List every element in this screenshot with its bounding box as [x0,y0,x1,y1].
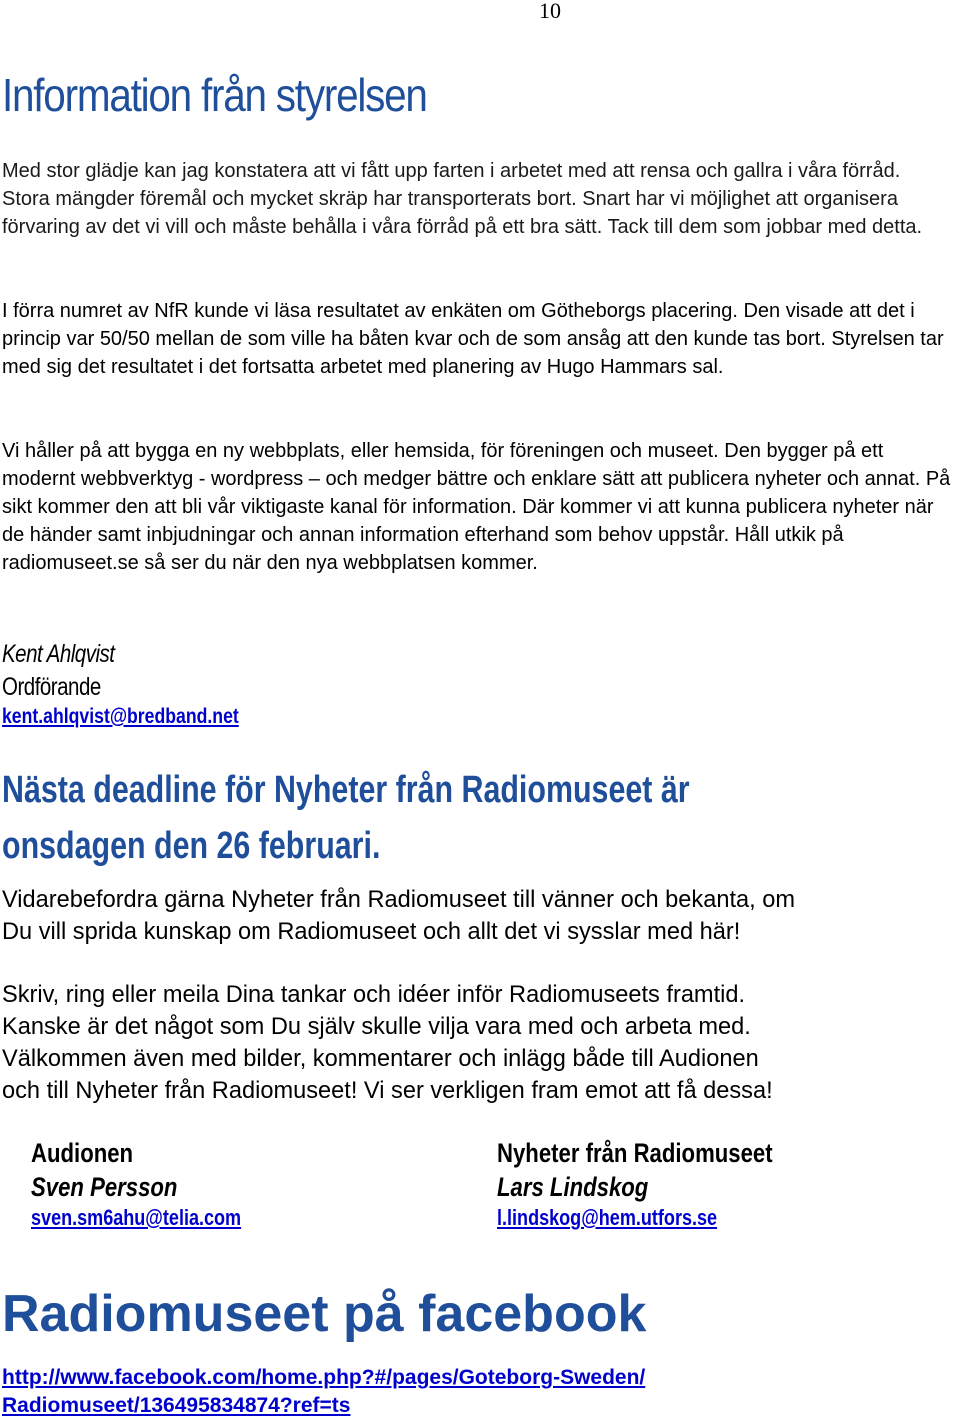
page-number: 10 [539,0,561,23]
forward-text [2,884,960,948]
contact-email-link[interactable]: sven.sm6ahu@telia.com [31,1205,242,1230]
page-title: Information från styrelsen [2,69,427,121]
contact-audionen [31,1136,241,1232]
forward-text-line-1: Vidarebefordra gärna Nyheter från Radiomuseet till vänner och bekanta, om [2,887,796,913]
contact-email-link[interactable]: l.lindskog@hem.utfors.se [497,1205,718,1230]
invite-text-line-3: Välkommen även med bilder, kommentarer och inlägg både till Audionen [2,1046,759,1072]
contact-person: Sven Persson [31,1172,178,1202]
paragraph-storage: Med stor glädje kan jag konstatera att vi fått upp farten i arbetet med att rensa och gallra i våra förråd. Stora mängder föremål och mycket skräp har transporterats bort. Snart har vi möjlighet att organisera förvaring av det vi vill och måste behålla i våra förråd på ett bra sätt. Tack till dem som jobbar med detta. [2,160,923,238]
signature-role: Ordförande [2,673,101,701]
facebook-heading: Radiomuseet på facebook [2,1285,647,1343]
deadline-heading [2,762,690,874]
invite-text-line-4: och till Nyheter från Radiomuseet! Vi ser verkligen fram emot att få dessa! [2,1078,773,1104]
facebook-link-line-1[interactable]: http://www.facebook.com/home.php?#/pages/Goteborg-Sweden/ [2,1366,646,1389]
invite-text-line-1: Skriv, ring eller meila Dina tankar och idéer inför Radiomuseets framtid. [2,982,746,1008]
signature-email-link[interactable]: kent.ahlqvist@bredband.net [2,705,239,728]
paragraph-website: Vi håller på att bygga en ny webbplats, eller hemsida, för föreningen och museet. Den bygger på ett modernt webbverktyg - wordpress – och medger bättre och enklare sätt att publicera nyheter och annat. På sikt kommer den att bli vår viktigaste kanal för information. Där kommer vi att kunna publicera nyheter när de händer samt inbjudningar och annan information efterhand som behov uppstår. Håll utkik på radiomuseet.se så ser du när den nya webbplatsen kommer. [2,440,951,574]
signature-name: Kent Ahlqvist [2,640,115,668]
invite-text [2,979,960,1107]
paragraph-survey: I förra numret av NfR kunde vi läsa resultatet av enkäten om Götheborgs placering. Den visade att det i princip var 50/50 mellan de som ville ha båten kvar och de som ansåg att den kunde tas bort. Styrelsen tar med sig det resultatet i det fortsatta arbetet med planering av Hugo Hammars sal. [2,300,944,378]
contact-title: Audionen [31,1138,134,1168]
contact-title: Nyheter från Radiomuseet [497,1138,773,1168]
invite-text-line-2: Kanske är det något som Du själv skulle vilja vara med och arbeta med. [2,1014,751,1040]
deadline-line-2: onsdagen den 26 februari. [2,825,381,867]
contact-person: Lars Lindskog [497,1172,649,1202]
deadline-line-1: Nästa deadline för Nyheter från Radiomuseet är [2,769,690,811]
forward-text-line-2: Du vill sprida kunskap om Radiomuseet och allt det vi sysslar med här! [2,919,741,945]
facebook-link-line-2[interactable]: Radiomuseet/136495834874?ref=ts [2,1394,351,1417]
contact-nyheter [497,1136,773,1232]
facebook-link[interactable] [2,1364,645,1420]
